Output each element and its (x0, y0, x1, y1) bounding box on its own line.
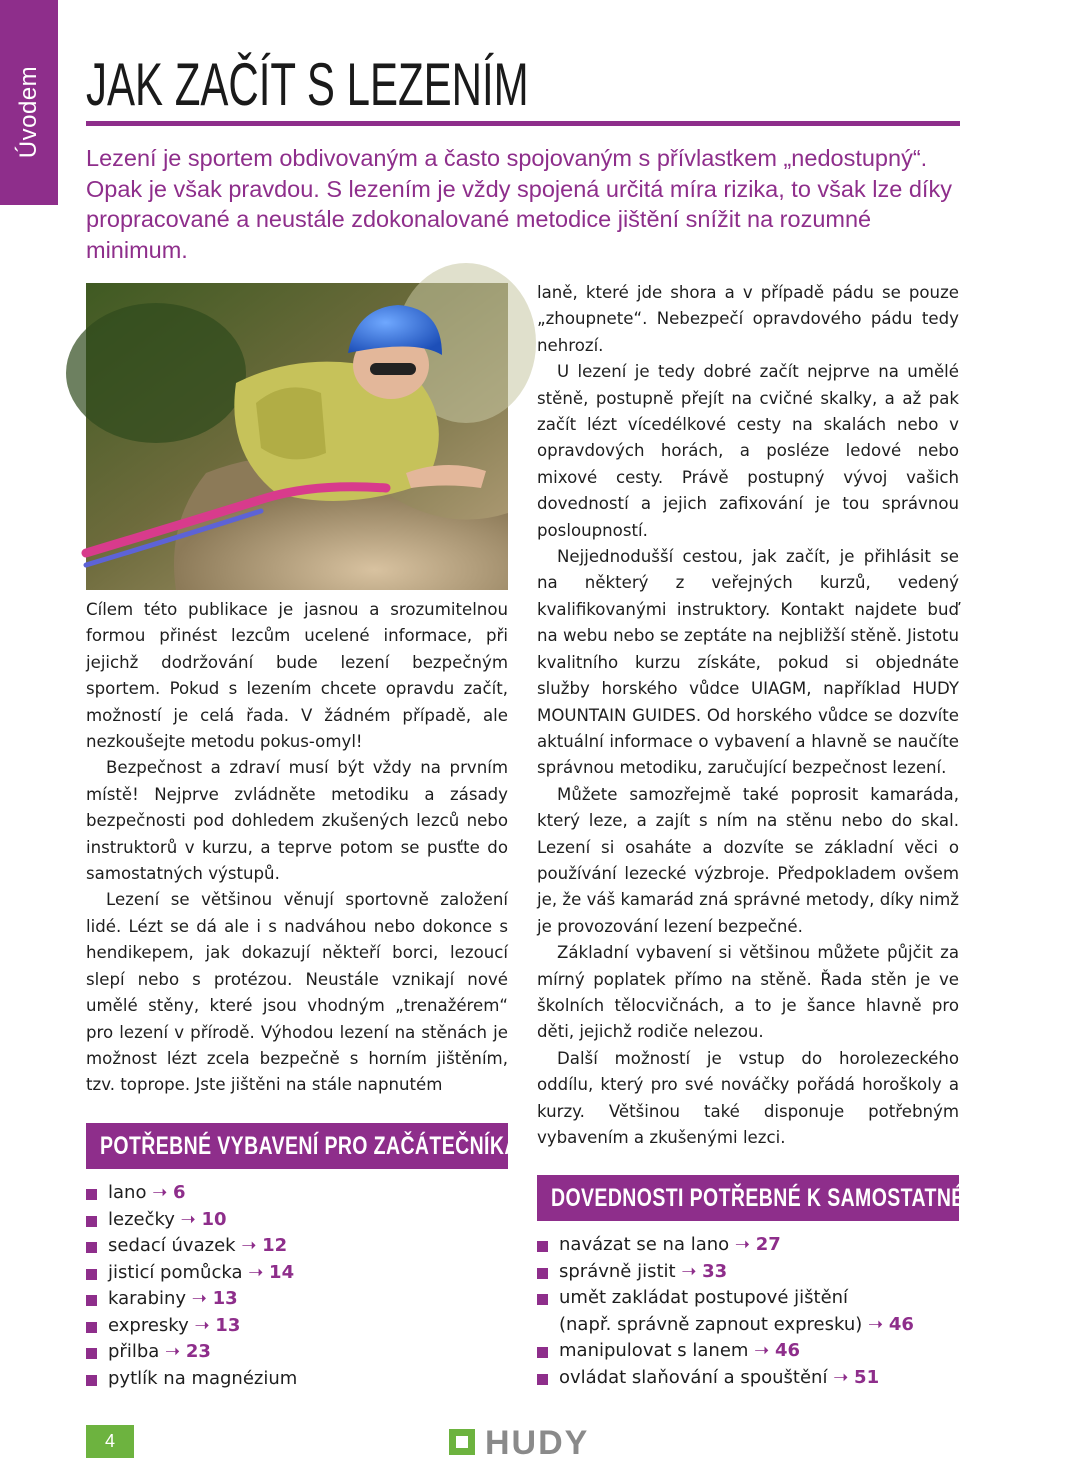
item-label: sedací úvazek (108, 1235, 236, 1256)
page-ref: 10 (201, 1208, 227, 1230)
bullet-square-icon (537, 1294, 548, 1305)
bullet-square-icon (537, 1241, 548, 1252)
list-item (86, 1233, 297, 1260)
bullet-square-icon (537, 1374, 548, 1385)
list-item (86, 1207, 297, 1234)
skills-heading-label: DOVEDNOSTI POTŘEBNÉ K SAMOSTATNÉMU LEZENÍ (551, 1184, 1073, 1212)
bullet-square-icon (86, 1242, 97, 1253)
hudy-logo-icon (447, 1427, 477, 1457)
arrow-right-icon: ➝ (152, 1182, 168, 1203)
list-item (537, 1232, 914, 1259)
list-item (86, 1313, 297, 1340)
page-ref: 27 (755, 1234, 781, 1255)
list-item (537, 1259, 914, 1286)
list-item (537, 1338, 914, 1365)
arrow-right-icon: ➝ (833, 1366, 849, 1388)
body-paragraph: Můžete samozřejmě také poprosit kamaráda, který leze, a zajít s ním na stěnu nebo do skal. Lezení si osaháte a dozvíte se základní věci o používání lezecké výzbroje. Předpokladem ovšem je, že váš kamarád zná správné metody, díky nimž je provozování lezení bezpečné. (537, 784, 959, 936)
list-item (86, 1366, 297, 1393)
item-label: jisticí pomůcka (108, 1261, 243, 1283)
item-label: správně jistit (559, 1260, 676, 1282)
item-label: lezečky (108, 1208, 175, 1230)
page-ref: 12 (262, 1235, 288, 1256)
skills-list (537, 1232, 914, 1391)
body-paragraph: Základní vybavení si většinou můžete půjčit za mírný poplatek přímo na stěně. Řada stěn je ve školních tělocvičnách, a to je šance hlavně pro děti, jejichž rodiče nelezou. (537, 943, 959, 1042)
arrow-right-icon: ➝ (180, 1208, 196, 1230)
bullet-square-icon (537, 1347, 548, 1358)
list-item-continuation (537, 1312, 914, 1339)
body-paragraph: Nejjednodušší cestou, jak začít, je přihlásit se na některý z veřejných kurzů, vedený kvalifikovanými instruktory. Kontakt najdete buď na webu nebo se zeptáte na nejbližší stěně. Jistotu kvalitního kurzu získáte, pokud si objednáte služby horského vůdce UIAGM, například HUDY MOUNTAIN GUIDES. Od horského vůdce se dozvíte aktuální informace o vybavení a hlavně se naučíte správnou metodiku, zaručující bezpečnost lezení. (537, 547, 959, 778)
lead-paragraph: Lezení je sportem obdivovaným a často spojovaným s přívlastkem „nedostupný“. Opak je však pravdou. S lezením je vždy spojená určitá míra rizika, to však lze díky propracované a neustále zdokonalované metodice jištění snížit na rozumné minimum. (86, 145, 952, 263)
list-item (86, 1180, 297, 1207)
list-item (86, 1260, 297, 1287)
arrow-right-icon: ➝ (194, 1314, 210, 1336)
bullet-square-icon (86, 1295, 97, 1306)
arrow-right-icon: ➝ (165, 1341, 181, 1362)
body-paragraph: laně, které jde shora a v případě pádu se pouze „zhoupnete“. Nebezpečí opravdového pádu tedy nehrozí. (537, 283, 959, 355)
item-label: navázat se na lano (559, 1234, 730, 1255)
right-column (537, 280, 959, 1151)
item-label: expresky (108, 1314, 189, 1336)
page-ref: 14 (269, 1261, 295, 1283)
title-divider (86, 121, 960, 126)
body-paragraph: Další možností je vstup do horolezeckého oddílu, který pro své nováčky pořádá horoškoly a kurzy. Většinou také disponuje potřebným vybavením a zkušenými lezci. (537, 1048, 959, 1147)
arrow-right-icon: ➝ (754, 1340, 770, 1361)
page-ref: 46 (888, 1313, 914, 1335)
item-label: manipulovat s lanem (559, 1340, 749, 1361)
arrow-right-icon: ➝ (681, 1260, 697, 1282)
page-ref: 13 (212, 1288, 238, 1309)
page-ref: 13 (215, 1314, 241, 1336)
page-number: 4 (86, 1425, 134, 1458)
page-ref: 51 (854, 1366, 880, 1388)
body-paragraph: Lezení se většinou věnují sportovně založení lidé. Lézt se dá ale i s nadváhou nebo dokonce s hendikepem, jak dokazují někteří borci, lezoucí slepí nebo s protézou. Neustále vznikají nové umělé stěny, které jsou vhodným „trenažérem“ pro lezení v přírodě. Výhodou lezení na stěnách je možnost lézt zcela bezpečně s horním jištěním, tzv. toprope. Jste jištěni na stále napnutém (86, 890, 508, 1095)
left-column (86, 597, 508, 1099)
bullet-square-icon (86, 1216, 97, 1227)
item-label: karabiny (108, 1288, 187, 1309)
item-label: umět zakládat postupové jištění (559, 1287, 849, 1308)
body-paragraph: Cílem této publikace je jasnou a srozumitelnou formou přinést lezcům ucelené informace, při jejichž dodržování bude lezení bezpečným sportem. Pokud s lezením chcete opravdu začít, možností je celá řada. V žádném případě, ale nezkoušejte metodu pokus-omyl! (86, 600, 508, 752)
equipment-heading-label: POTŘEBNÉ VYBAVENÍ PRO ZAČÁTEČNÍKA (100, 1132, 519, 1160)
skills-heading (537, 1175, 1073, 1221)
page-ref: 23 (185, 1341, 211, 1362)
item-label: ovládat slaňování a spouštění (559, 1366, 828, 1388)
list-item (86, 1339, 297, 1366)
page-title: JAK ZAČÍT S LEZENÍM (86, 51, 529, 118)
bullet-square-icon (537, 1268, 548, 1279)
page-ref: 46 (775, 1340, 801, 1361)
climber-photo (86, 283, 508, 590)
item-label: (např. správně zapnout expresku) (559, 1313, 863, 1335)
bullet-square-icon (86, 1348, 97, 1359)
brand-logo-text: HUDY (485, 1424, 590, 1462)
arrow-right-icon: ➝ (734, 1234, 750, 1255)
list-item (537, 1365, 914, 1392)
item-label: lano (108, 1182, 147, 1203)
page-ref: 33 (702, 1260, 728, 1282)
arrow-right-icon: ➝ (868, 1313, 884, 1335)
page-ref: 6 (173, 1182, 186, 1203)
body-paragraph: U lezení je tedy dobré začít nejprve na umělé stěně, postupně přejít na cvičné skalky, a až pak začít lézt vícedélkové cesty na skalách nebo v opravdových horách, a posléze ledové nebo mixové cesty. Právě postupný vývoj vašich dovedností a jejich zafixování je tou správnou posloupností. (537, 362, 959, 540)
arrow-right-icon: ➝ (241, 1235, 257, 1256)
bullet-square-icon (86, 1269, 97, 1280)
section-tab (0, 0, 58, 205)
list-item (537, 1285, 914, 1312)
equipment-heading (86, 1123, 519, 1169)
section-tab-label: Úvodem (15, 65, 42, 159)
bullet-square-icon (86, 1322, 97, 1333)
item-label: přilba (108, 1341, 160, 1362)
body-paragraph: Bezpečnost a zdraví musí být vždy na prvním místě! Nejprve zvládněte metodiku a zásady bezpečnosti pod dohledem zkušených lezců nebo instruktorů v kurzu, a teprve potom se pusťte do samostatných výstupů. (86, 758, 508, 884)
arrow-right-icon: ➝ (191, 1288, 207, 1309)
bullet-square-icon (86, 1189, 97, 1200)
equipment-list (86, 1180, 297, 1392)
arrow-right-icon: ➝ (248, 1261, 264, 1283)
bullet-square-icon (86, 1375, 97, 1386)
item-label: pytlík na magnézium (108, 1367, 298, 1389)
list-item (86, 1286, 297, 1313)
